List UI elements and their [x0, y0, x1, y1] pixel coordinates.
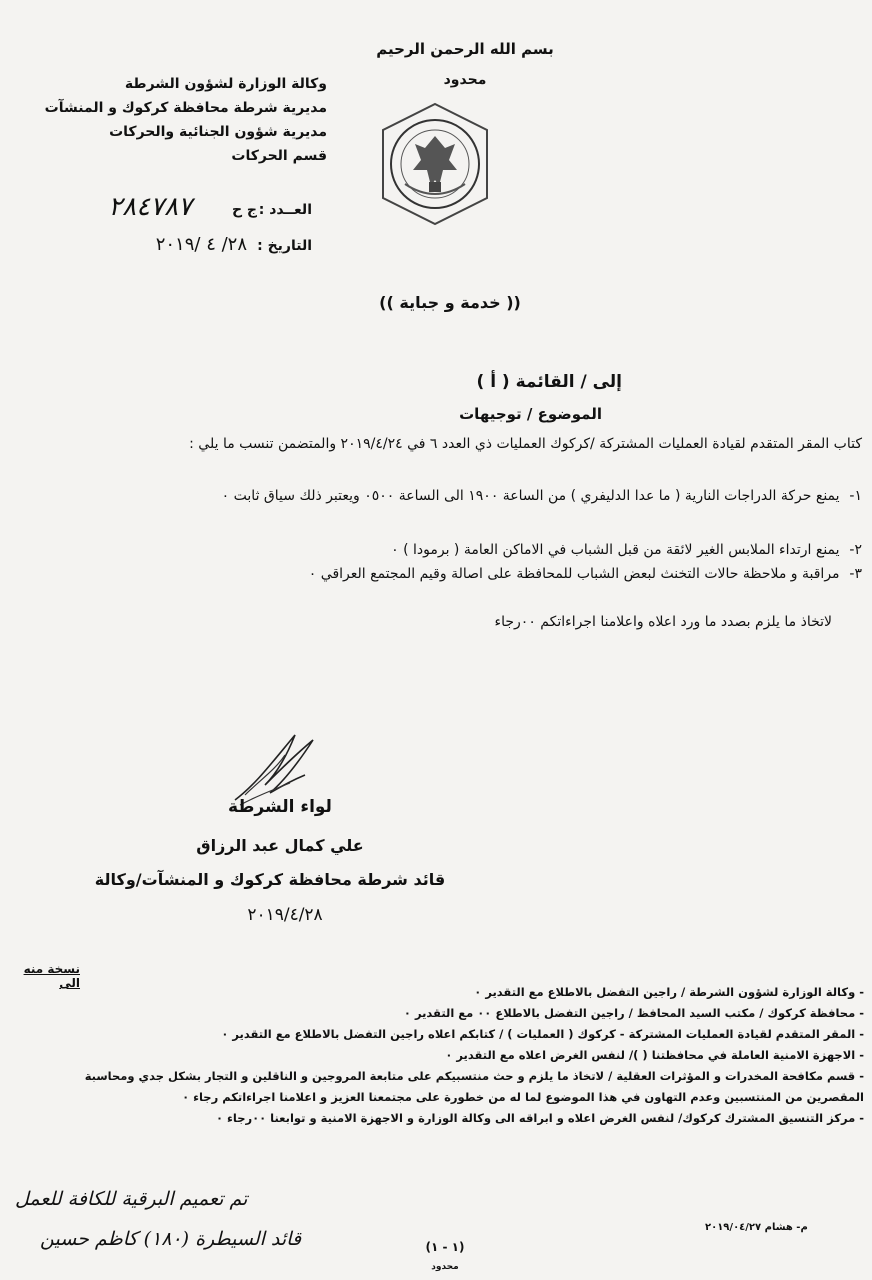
reference-number: ٢٨٤٧٨٧ [108, 192, 192, 222]
reference-prefix: ج ح [231, 202, 257, 218]
agency-line: مديرية شرطة محافظة كركوك و المنشآت [44, 100, 327, 116]
issuing-agency-block [0, 72, 327, 168]
date-label: التاريخ : [257, 238, 312, 254]
basmala: بسم الله الرحمن الرحيم [376, 40, 554, 58]
typist-note: م- هشام ٢٠١٩/٠٤/٢٧ [705, 1222, 808, 1233]
classification-label: محدود [443, 72, 487, 88]
copies-heading: نسخة منه الى [23, 962, 80, 990]
directive-item [37, 484, 862, 508]
item-text: مراقبة و ملاحظة حالات التخنث لبعض الشباب للمحافظة على اصالة وقيم المجتمع العراقي ٠ [308, 566, 840, 582]
copy-recipient: - وكالة الوزارة لشؤون الشرطة / راجين التفضل بالاطلاع مع التقدير ٠ [474, 985, 864, 999]
page-number: (١ - ١) [425, 1240, 465, 1254]
subject-line: الموضوع / توجيهات [459, 405, 602, 423]
item-number: ٢- [849, 542, 862, 558]
body-intro-paragraph: كتاب المقر المتقدم لقيادة العمليات المشتركة /كركوك العمليات ذي العدد ٦ في ٢٠١٩/٤/٢٤ والمتضمن تنسب ما يلي : [189, 436, 862, 452]
handwritten-note: قائد السيطرة (١٨٠) كاظم حسين [40, 1228, 302, 1250]
date-value: ٢٨/ ٤ /٢٠١٩ [155, 234, 247, 255]
copy-recipient: - المقر المتقدم لقيادة العمليات المشتركة - كركوك ( العمليات ) / كتابكم اعلاه راجين التفضل بالاطلاع مع التقدير ٠ [221, 1027, 864, 1041]
agency-line: وكالة الوزارة لشؤون الشرطة [124, 76, 327, 92]
agency-line: مديرية شؤون الجنائية والحركات [109, 124, 327, 140]
item-number: ٣- [849, 566, 862, 582]
reference-label: العــدد : [258, 202, 312, 218]
copy-recipient: - الاجهزة الامنية العاملة في محافظتنا ( )/ لنفس الغرض اعلاه مع التقدير ٠ [445, 1048, 864, 1062]
signatory-rank: لواء الشرطة [228, 797, 332, 817]
item-number: ١- [849, 488, 862, 504]
item-text: يمنع حركة الدراجات النارية ( ما عدا الدليفري ) من الساعة ١٩٠٠ الى الساعة ٠٥٠٠ ويعتبر ذلك سياق ثابت ٠ [221, 488, 840, 504]
motto-slogan: (( خدمة و جباية )) [379, 293, 521, 312]
copy-recipient: - قسم مكافحة المخدرات و المؤثرات العقلية / لاتخاذ ما يلزم و حث منتسبيكم على متابعة المروجين و الناقلين و التجار بشكل جدي ومحاسبة المقصرين من المنتسبين وعدم التهاون في هذا الموضوع لما له من خطورة على مجتمعنا العزيز و اعلامنا اجراءاتكم رجاء ٠ [84, 1069, 864, 1104]
signatory-title: قائد شرطة محافظة كركوك و المنشآت/وكالة [94, 870, 446, 889]
signature-date: ٢٠١٩/٤/٢٨ [247, 905, 323, 925]
copy-recipient: - مركز التنسيق المشترك كركوك/ لنفس الغرض اعلاه و ابراقه الى وكالة الوزارة و الاجهزة الامنية و توابعنا ٠٠رجاء ٠ [215, 1111, 864, 1125]
signatory-name: علي كمال عبد الرزاق [196, 836, 364, 855]
copy-recipient: - محافظة كركوك / مكتب السيد المحافظ / راجين التفضل بالاطلاع ٠٠ مع التقدير ٠ [403, 1006, 864, 1020]
directive-item [37, 562, 862, 586]
item-text: يمنع ارتداء الملابس الغير لائقة من قبل الشباب في الاماكن العامة ( برمودا ) ٠ [391, 542, 840, 558]
classification-label: محدود [431, 1262, 459, 1272]
directive-item [37, 538, 862, 562]
addressee: إلى / القائمة ( أ ) [476, 372, 622, 392]
agency-line: قسم الحركات [231, 148, 327, 164]
handwritten-note: تم تعميم البرقية للكافة للعمل [15, 1188, 248, 1210]
eagle-seal-icon [375, 100, 495, 228]
copies-list [34, 982, 864, 1129]
closing-request: لاتخاذ ما يلزم بصدد ما ورد اعلاه واعلامنا اجراءاتكم ٠٠رجاء [494, 614, 832, 630]
